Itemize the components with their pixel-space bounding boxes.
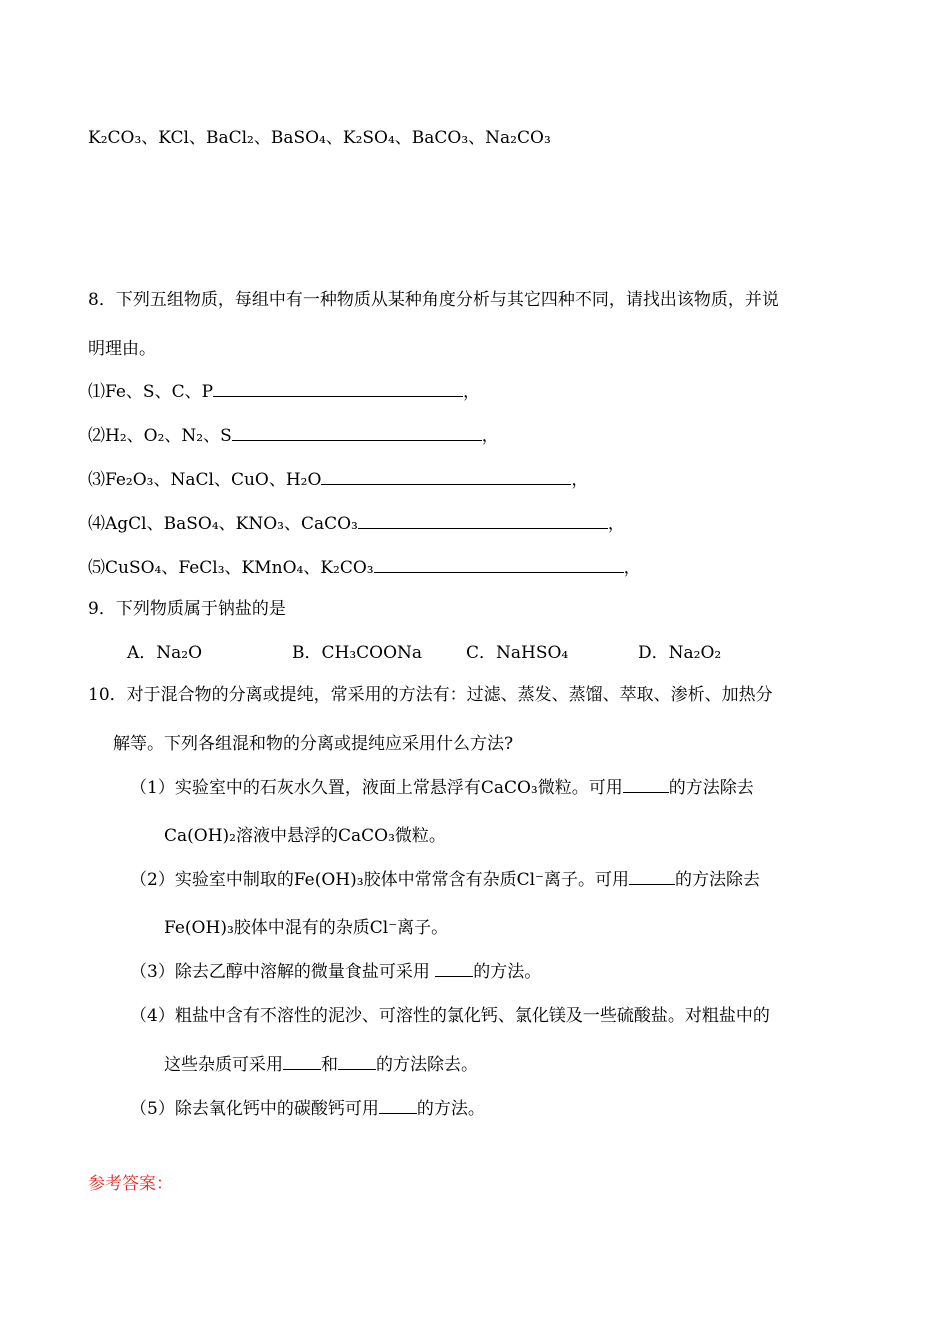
q10-part5 [130,1097,485,1120]
q8-item-4-label: ⑷AgCl、BaSO₄、KNO₃、CaCO₃ [88,514,358,534]
q10-part1-text-a: （1）实验室中的石灰水久置，液面上常悬浮有CaCO₃微粒。可用 [130,778,623,798]
q10-part4-blank-1[interactable] [283,1053,321,1070]
q10-stem-line1: 10．对于混合物的分离或提纯，常采用的方法有：过滤、蒸发、蒸馏、萃取、渗析、加热分 [88,685,773,705]
q8-item-5-label: ⑸CuSO₄、FeCl₃、KMnO₄、K₂CO₃ [88,558,374,578]
q10-part2-blank[interactable] [629,868,675,885]
q9-option-c[interactable]: C．NaHSO₄ [466,643,569,663]
q8-item-3-label: ⑶Fe₂O₃、NaCl、CuO、H₂O [88,470,322,490]
q10-part2-line1 [130,868,760,891]
q8-item-2 [88,424,499,447]
q10-part1-line2: Ca(OH)₂溶液中悬浮的CaCO₃微粒。 [164,826,446,846]
q10-part1-blank[interactable] [623,776,669,793]
q10-part4-line1: （4）粗盐中含有不溶性的泥沙、可溶性的氯化钙、氯化镁及一些硫酸盐。对粗盐中的 [130,1006,770,1026]
q8-stem-line1: 8．下列五组物质，每组中有一种物质从某种角度分析与其它四种不同，请找出该物质，并说 [88,290,779,310]
q8-item-5 [88,556,641,579]
q10-part1-text-b: 的方法除去 [668,778,754,798]
q10-part2-text-b: 的方法除去 [675,870,761,890]
q10-part2-line2: Fe(OH)₃胶体中混有的杂质Cl⁻离子。 [164,918,449,938]
q8-item-3-blank[interactable] [321,468,571,485]
q8-item-5-tail: ， [623,558,641,578]
q10-part4-blank-2[interactable] [338,1053,376,1070]
q8-item-1-blank[interactable] [213,380,463,397]
q8-item-1 [88,380,480,403]
q10-stem-line2: 解等。下列各组混和物的分离或提纯应采用什么方法? [113,734,514,754]
q10-part3 [130,960,541,983]
q10-part3-text-b: 的方法。 [473,962,542,982]
q9-option-d[interactable]: D．Na₂O₂ [638,643,722,663]
q8-item-2-tail: ， [481,426,499,446]
q8-item-4 [88,512,625,535]
q9-stem: 9．下列物质属于钠盐的是 [88,599,286,619]
q8-item-1-tail: ， [463,382,481,402]
q9-option-a[interactable]: A．Na₂O [127,643,203,663]
q8-item-4-tail: ， [607,514,625,534]
q10-part4-text-c: 和 [321,1055,338,1075]
q10-part1-line1 [130,776,754,799]
q10-part2-text-a: （2）实验室中制取的Fe(OH)₃胶体中常常含有杂质Cl⁻离子。可用 [130,870,630,890]
q8-item-3 [88,468,588,491]
q8-item-5-blank[interactable] [374,556,624,573]
answer-title: 参考答案： [88,1174,173,1194]
q10-part4-text-b: 这些杂质可采用 [164,1055,283,1075]
q8-item-2-label: ⑵H₂、O₂、N₂、S [88,426,232,446]
q10-part4-text-d: 的方法除去。 [376,1055,478,1075]
q10-part4-line2 [164,1053,478,1076]
q8-item-4-blank[interactable] [358,512,608,529]
q8-stem-line2: 明理由。 [88,339,156,359]
q10-part3-blank[interactable] [435,960,473,977]
q10-part3-text-a: （3）除去乙醇中溶解的微量食盐可采用 [130,962,436,982]
q10-part5-blank[interactable] [379,1097,417,1114]
q8-item-2-blank[interactable] [232,424,482,441]
q9-option-b[interactable]: B．CH₃COONa [292,643,423,663]
q8-item-3-tail: ， [571,470,589,490]
q8-item-1-label: ⑴Fe、S、C、P [88,382,214,402]
formula-list: K₂CO₃、KCl、BaCl₂、BaSO₄、K₂SO₄、BaCO₃、Na₂CO₃ [88,128,551,148]
q10-part5-text-b: 的方法。 [416,1099,485,1119]
q10-part5-text-a: （5）除去氧化钙中的碳酸钙可用 [130,1099,379,1119]
